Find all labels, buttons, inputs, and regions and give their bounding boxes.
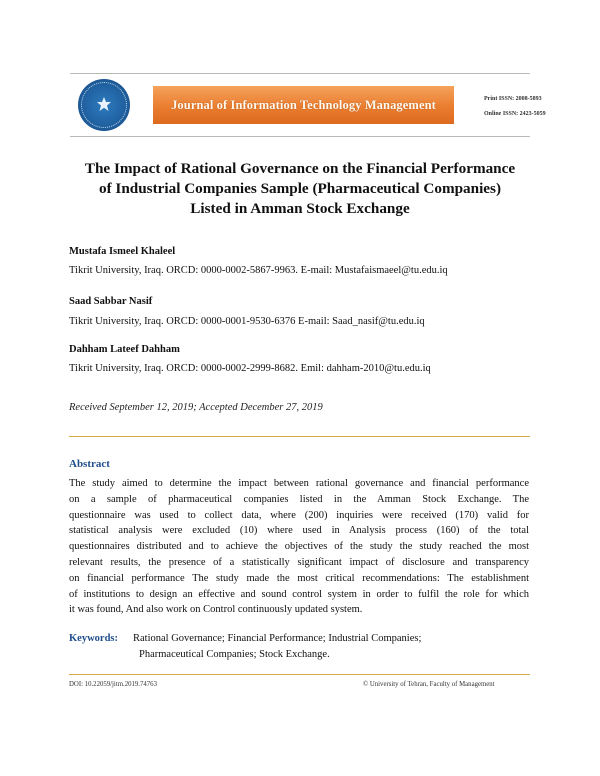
abstract-line: relevant results, the presence of a statistically significant impact of disclosure and transparency [69,556,529,568]
received-dates: Received September 12, 2019; Accepted December 27, 2019 [69,402,323,413]
footer-divider [69,674,530,675]
doi: DOI: 10.22059/jitm.2019.74763 [69,681,157,688]
author-name: Dahham Lateef Dahham [69,344,180,355]
logo-ring [81,82,127,128]
journal-name: Journal of Information Technology Management [171,97,436,112]
keywords-label: Keywords: [69,633,118,644]
online-issn: Online ISSN: 2423-5059 [484,111,546,117]
abstract-line: of institutions to design an effective and sound control system in order to fulfil the role for which [69,588,529,600]
author-name: Mustafa Ismeel Khaleel [69,246,176,257]
journal-banner [153,86,454,124]
abstract-body [69,476,529,618]
keywords-list: Rational Governance; Financial Performance; Industrial Companies; [133,633,422,644]
author-affiliation: Tikrit University, Iraq. ORCD: 0000-0002-5867-9963. E-mail: Mustafaismaeel@tu.edu.iq [69,265,448,276]
abstract-line: questionnaire was used to collect data, where (200) inquiries were received (170) valid for [69,509,529,521]
abstract-line: it was found, And also work on Control continuously updated system. [69,604,363,616]
copyright: © University of Tehran, Faculty of Management [363,681,495,688]
title-line: Listed in Amman Stock Exchange [190,200,410,217]
author-name: Saad Sabbar Nasif [69,296,153,307]
title-line: The Impact of Rational Governance on the Financial Performance [84,160,516,177]
header-bottom-rule [70,136,530,137]
author-affiliation: Tikrit University, Iraq. ORCD: 0000-0001-9530-6376 E-mail: Saad_nasif@tu.edu.iq [69,316,425,327]
abstract-line: The study aimed to determine the impact between rational governance and financial performance [69,478,529,489]
keywords-list: Pharmaceutical Companies; Stock Exchange. [139,649,330,660]
abstract-line: statistical analysis were excluded (10) where used in Analysis process (160) of the total [69,525,529,537]
abstract-heading: Abstract [69,458,110,470]
title-line: of Industrial Companies Sample (Pharmaceutical Companies) [98,180,502,197]
author-affiliation: Tikrit University, Iraq. ORCD: 0000-0002-2999-8682. Emil: dahham-2010@tu.edu.iq [69,363,431,374]
print-issn: Print ISSN: 2008-5893 [484,96,542,102]
abstract-line: on a sample of pharmaceutical companies listed in the Amman Stock Exchange. The [69,493,529,505]
university-logo [78,79,130,131]
section-divider [69,436,530,437]
abstract-line: on financial performance The study made the most critical recommendations: The establishment [69,572,529,584]
abstract-line: questionnaires distributed and to achieve the objectives of the study the study reached the most [69,541,529,553]
header-top-rule [70,73,530,74]
paper-title [60,159,540,219]
